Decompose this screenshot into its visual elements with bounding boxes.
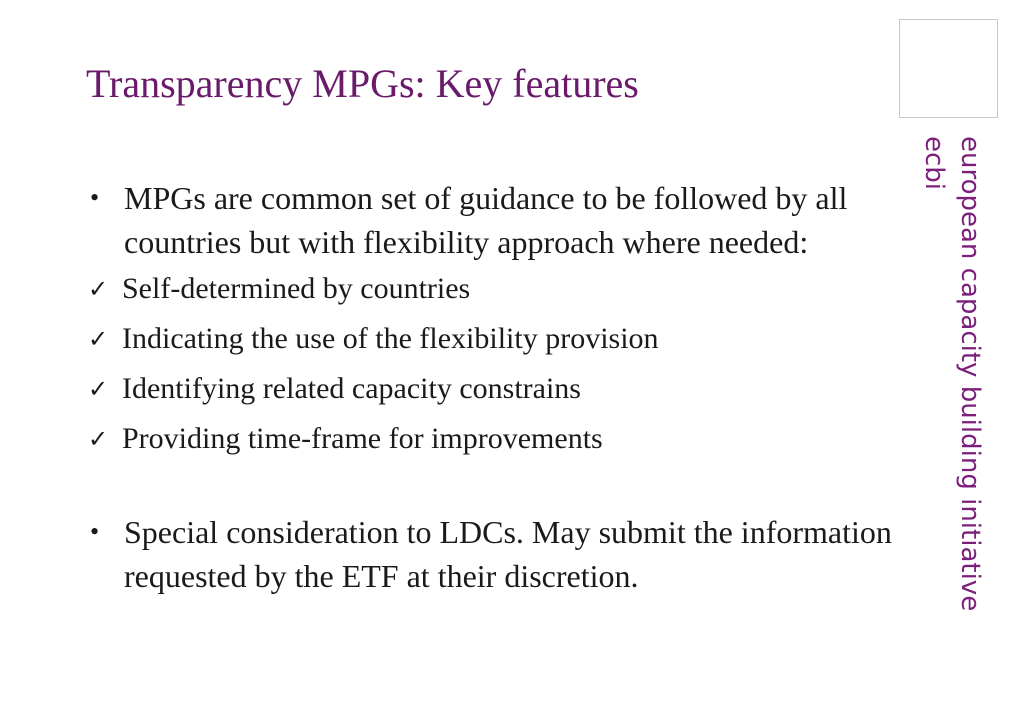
bullet-glyph: • [90, 183, 100, 212]
organization-acronym: ecbi [919, 136, 949, 191]
checkmark-icon: ✓ [88, 425, 109, 453]
checklist-item [88, 364, 903, 414]
checklist-item [88, 314, 903, 364]
spacer [88, 464, 903, 510]
bullet-text: MPGs are common set of guidance to be followed by all countries but with flexibility approach where needed: [124, 180, 848, 260]
checklist-text: Providing time-frame for improvements [122, 422, 603, 455]
checklist-text: Self-determined by countries [122, 272, 471, 305]
checkmark-icon: ✓ [88, 375, 109, 403]
organization-name-vertical [916, 136, 988, 641]
bullet-text: Special consideration to LDCs. May submit the information requested by the ETF at their discretion. [124, 514, 892, 594]
checklist-item [88, 264, 903, 314]
bullet-item [88, 510, 903, 598]
checklist-text: Indicating the use of the flexibility provision [122, 322, 659, 355]
checkmark-icon: ✓ [88, 275, 109, 303]
slide-title: Transparency MPGs: Key features [86, 61, 639, 106]
bullet-glyph: • [90, 517, 100, 546]
checklist-text: Identifying related capacity constrains [122, 372, 581, 405]
checklist-item [88, 414, 903, 464]
bullet-item [88, 176, 903, 264]
logo-placeholder [899, 19, 998, 118]
organization-full-name: european capacity building initiative [955, 136, 985, 612]
checkmark-icon: ✓ [88, 325, 109, 353]
slide-content [88, 176, 903, 598]
